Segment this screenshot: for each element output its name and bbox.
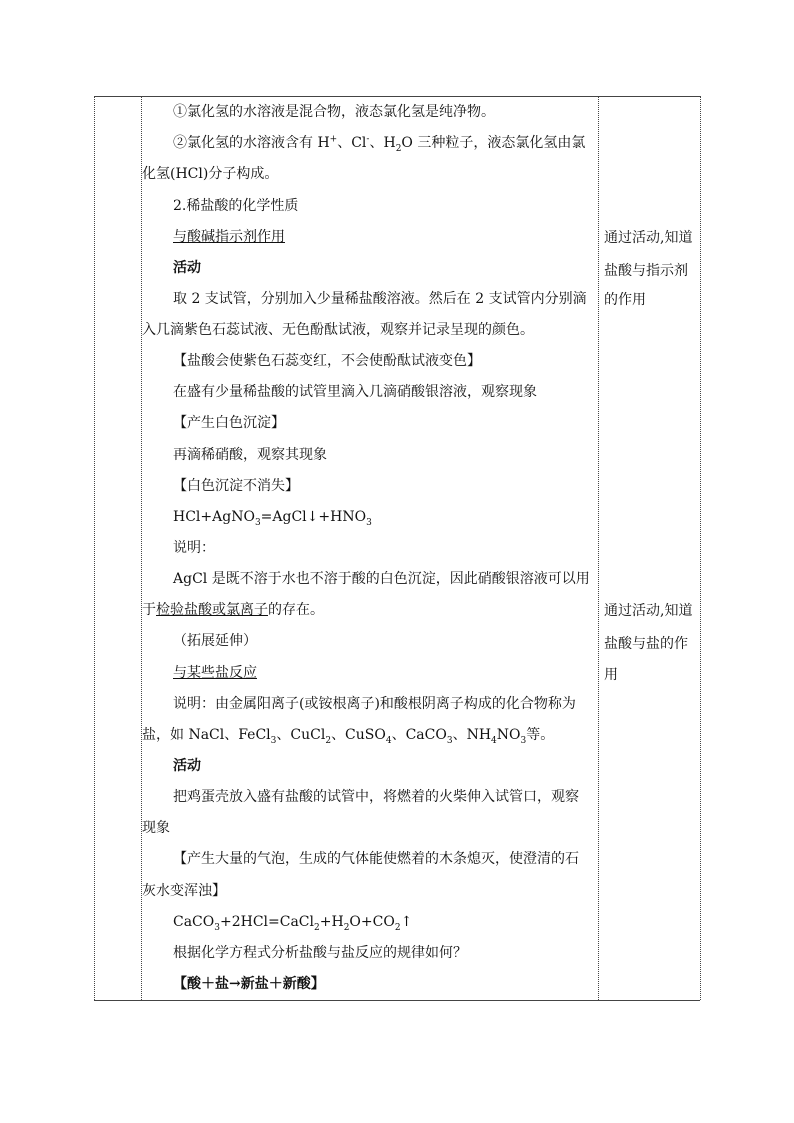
result-bracket: 【酸＋盐→新盐＋新酸】 [173, 976, 325, 992]
subsection-heading: 与酸碱指示剂作用 [173, 229, 285, 245]
table-bottom-border [94, 1000, 700, 1001]
side-note-line: 的作用 [604, 292, 646, 308]
text-line: AgCl 是既不溶于水也不溶于酸的白色沉淀，因此硝酸银溶液可以用 [173, 571, 590, 587]
text-line: 盐，如 NaCl、FeCl$_3$、CuCl$_2$、CuSO$_4$、CaCO$_3$、$NH_4NO_3$等。 [142, 727, 555, 746]
table-top-border [94, 96, 700, 97]
note-label: 说明： [173, 540, 215, 556]
text-line: 入几滴紫色石蕊试液、无色酚酞试液，观察并记录呈现的颜色。 [142, 322, 534, 338]
result-bracket: 【产生白色沉淀】 [173, 415, 285, 431]
side-note-line: 盐酸与指示剂 [604, 263, 688, 279]
side-note-line: 通过活动,知道 [604, 230, 693, 246]
result-bracket: 灰水变浑浊】 [142, 883, 226, 899]
extension-label: （拓展延伸） [173, 633, 257, 649]
text-line: 化氢(HCl)分子构成。 [142, 166, 279, 182]
text-line: 取 2 支试管，分别加入少量稀盐酸溶液。然后在 2 支试管内分别滴 [173, 291, 587, 307]
question-line: 根据化学方程式分析盐酸与盐反应的规律如何？ [173, 945, 467, 961]
result-bracket: 【白色沉淀不消失】 [173, 478, 299, 494]
activity-label: 活动 [173, 260, 201, 276]
chemical-equation: $HCl+AgNO_3=AgCl↓+HNO_3$ [173, 509, 372, 528]
text-line: 把鸡蛋壳放入盛有盐酸的试管中，将燃着的火柴伸入试管口，观察 [173, 789, 579, 805]
table-column-divider-1 [141, 96, 142, 1000]
text-line: 于检验盐酸或氯离子的存在。 [142, 602, 324, 618]
text-line: 在盛有少量稀盐酸的试管里滴入几滴硝酸银溶液，观察现象 [173, 384, 537, 400]
text-line: ②氯化氢的水溶液含有 H+、Cl-、$H_2O$ 三种粒子，液态氯化氢由氯 [173, 134, 586, 154]
table-right-border [700, 96, 701, 1000]
text-line: 再滴稀硝酸，观察其现象 [173, 447, 327, 463]
result-bracket: 【盐酸会使紫色石蕊变红，不会使酚酞试液变色】 [173, 353, 481, 369]
subsection-heading: 与某些盐反应 [173, 665, 257, 681]
result-bracket: 【产生大量的气泡，生成的气体能使燃着的木条熄灭，使澄清的石 [173, 851, 579, 867]
table-column-divider-2 [598, 96, 599, 1000]
text-line: 现象 [142, 820, 170, 836]
side-note-line: 用 [604, 667, 618, 683]
side-note-line: 通过活动,知道 [604, 603, 693, 619]
table-left-border [94, 96, 95, 1000]
text-line: 说明：由金属阳离子(或铵根离子)和酸根阴离子构成的化合物称为 [173, 696, 576, 712]
text-line: ①氯化氢的水溶液是混合物，液态氯化氢是纯净物。 [173, 104, 495, 120]
side-note-line: 盐酸与盐的作 [604, 636, 688, 652]
activity-label: 活动 [173, 758, 201, 774]
chemical-equation: $CaCO_3+2HCl=CaCl_2+H_2O+CO_2↑$ [173, 914, 413, 933]
section-heading: 2.稀盐酸的化学性质 [173, 198, 299, 214]
